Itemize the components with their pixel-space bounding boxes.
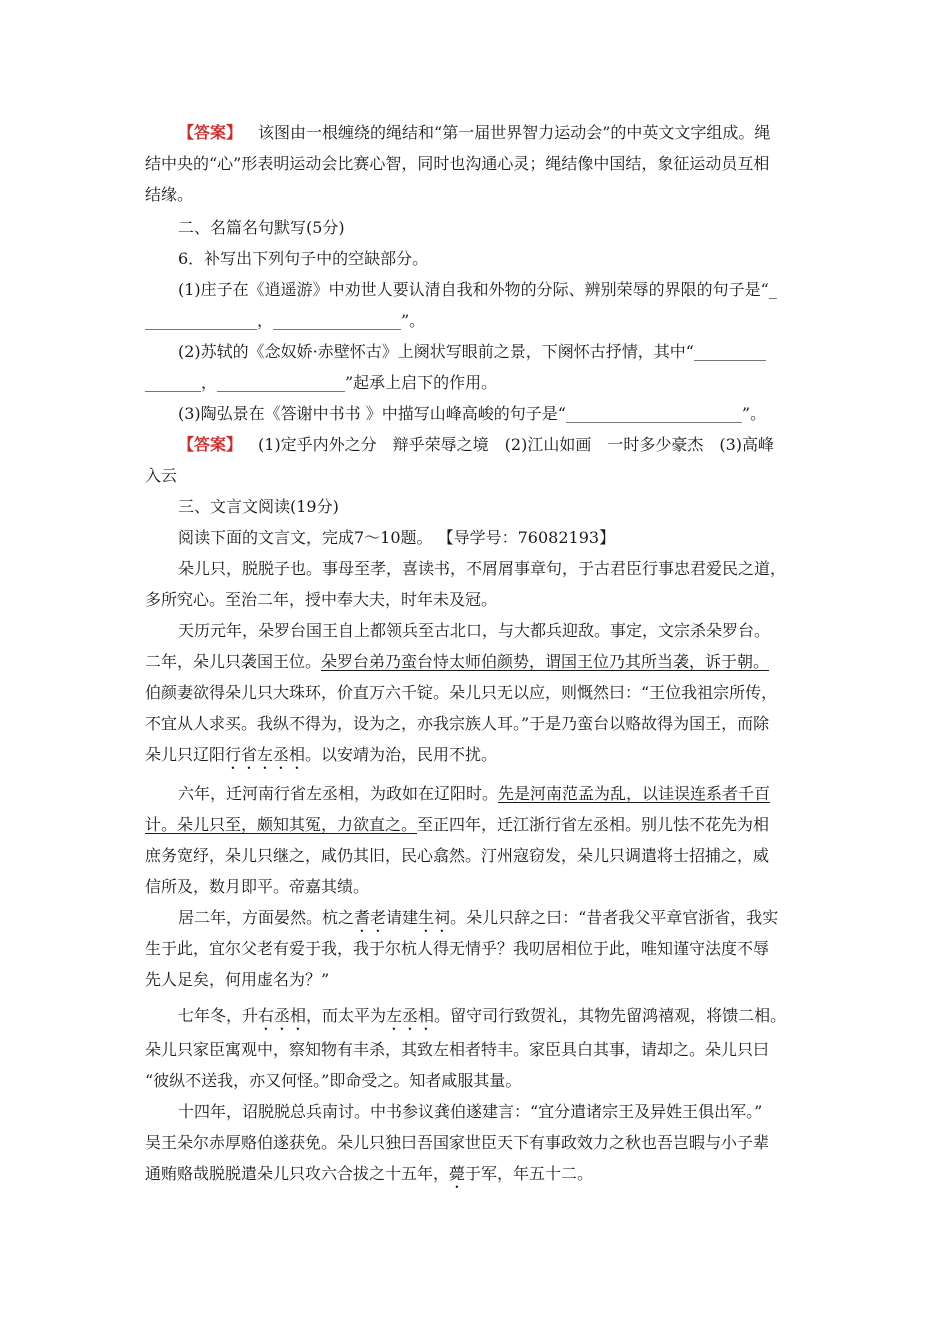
passage-line: 二年，朵儿只袭国王位。朵罗台弟乃蛮台恃太师伯颜势，谓国王位乃其所当袭，诉于朝。 <box>145 652 770 671</box>
answer-tag: 【答案】 <box>178 123 243 142</box>
passage-line: 不宜从人求买。我纵不得为，设为之，亦我宗族人耳。”于是乃蛮台以赂故得为国王，而除 <box>145 714 770 733</box>
underlined-sentence: 计。朵儿只至，颇知其冤，力欲直之。 <box>145 815 418 834</box>
answer-tag: 【答案】 <box>178 435 243 454</box>
section-heading: 二、名篇名句默写(5分) <box>178 218 345 237</box>
question-item: _______，________________”起承上启下的作用。 <box>145 373 498 392</box>
passage-line: 伯颜妻欲得朵儿只大珠环，价直万六千锭。朵儿只无以应，则慨然曰：“王位我祖宗所传， <box>145 683 778 702</box>
passage-line: 朵儿只家臣寓观中，察知物有丰杀，其致左相者特丰。家臣具白其事，请却之。朵儿只曰 <box>145 1040 770 1059</box>
passage-line: 通贿赂哉脱脱遣朵儿只攻六合拔之十五年，薨于军，年五十二。 <box>145 1164 594 1183</box>
passage-line: 多所究心。至治二年，授中奉大夫，时年未及冠。 <box>145 590 498 609</box>
text-line: 入云 <box>145 466 178 485</box>
emphasized-term: 左丞相 <box>386 1006 435 1025</box>
passage-line: 吴王朵尔赤厚赂伯遂获免。朵儿只独曰吾国家世臣天下有事政效力之秋也吾岂暇与小子辈 <box>145 1133 770 1152</box>
passage-line: 朵儿只，脱脱子也。事母至孝，喜读书，不屑屑事章句，于古君臣行事忠君爱民之道， <box>178 559 787 578</box>
answer-line: 【答案】 (1)定乎内外之分 辩乎荣辱之境 (2)江山如画 一时多少豪杰 (3)高峰 <box>178 435 775 454</box>
emphasized-term: 耆老 <box>354 908 387 927</box>
passage-line: 庶务宽纾，朵儿只继之，咸仍其旧，民心翕然。汀州寇窃发，朵儿只调遣将士招捕之，威 <box>145 846 770 865</box>
text-line: 结缘。 <box>145 185 194 204</box>
question-item: ______________，________________”。 <box>145 311 426 330</box>
section-heading: 三、文言文阅读(19分) <box>178 497 339 516</box>
passage-line: 先人足矣，何用虚名为？” <box>145 970 330 989</box>
text-line: 结中央的“心”形表明运动会比赛心智，同时也沟通心灵；绳结像中国结，象征运动员互相 <box>145 154 770 173</box>
emphasized-term: 薨 <box>449 1164 466 1183</box>
underlined-sentence: 朵罗台弟乃蛮台恃太师伯颜势，谓国王位乃其所当袭，诉于朝。 <box>321 652 770 671</box>
passage-line: 七年冬，升右丞相，而太平为左丞相。留守司行致贺礼，其物先留鸿禧观，将馈二相。 <box>178 1006 787 1025</box>
passage-line: 天历元年，朵罗台国王自上都领兵至古北口，与大都兵迎敌。事定，文宗杀朵罗台。 <box>178 621 771 640</box>
emphasized-term: 行省左丞相 <box>225 745 306 764</box>
question-item: (2)苏轼的《念奴娇·赤壁怀古》上阕状写眼前之景，下阕怀古抒情，其中“_________ <box>178 342 766 361</box>
emphasized-term: 生祠 <box>418 908 451 927</box>
question-item: (3)陶弘景在《答谢中书书 》中描写山峰高峻的句子是“______________________”。 <box>178 404 767 423</box>
emphasized-term: 右丞相 <box>258 1006 307 1025</box>
underlined-sentence: 先是河南范孟为乱，以诖误连系者千百 <box>498 784 771 803</box>
passage-line: 信所及，数月即平。帝嘉其绩。 <box>145 877 370 896</box>
passage-line: 计。朵儿只至，颇知其冤，力欲直之。至正四年，迁江浙行省左丞相。别儿怯不花先为相 <box>145 815 770 834</box>
passage-line: 朵儿只辽阳行省左丞相。以安靖为治，民用不扰。 <box>145 745 498 764</box>
passage-line: 居二年，方面晏然。杭之耆老请建生祠。朵儿只辞之曰：“昔者我父平章官浙省，我实 <box>178 908 779 927</box>
question-item: (1)庄子在《逍遥游》中劝世人要认清自我和外物的分际、辨别荣辱的界限的句子是“_ <box>178 280 777 299</box>
question-stem: 6．补写出下列句子中的空缺部分。 <box>178 249 429 268</box>
passage-line: 六年，迁河南行省左丞相，为政如在辽阳时。先是河南范孟为乱，以诖误连系者千百 <box>178 784 771 803</box>
answer-line: 【答案】 该图由一根缠绕的绳结和“第一届世界智力运动会”的中英文文字组成。绳 <box>178 123 771 142</box>
reading-instruction: 阅读下面的文言文，完成7～10题。 【导学号：76082193】 <box>178 528 616 547</box>
passage-line: 生于此，宜尔父老有爱于我，我于尔杭人得无情乎？我叨居相位于此，唯知谨守法度不辱 <box>145 939 770 958</box>
passage-line: 十四年，诏脱脱总兵南讨。中书参议龚伯遂建言：“宜分遣诸宗王及异姓王俱出军。” <box>178 1102 763 1121</box>
passage-line: “彼纵不送我，亦又何怪。”即命受之。知者咸服其量。 <box>145 1071 522 1090</box>
